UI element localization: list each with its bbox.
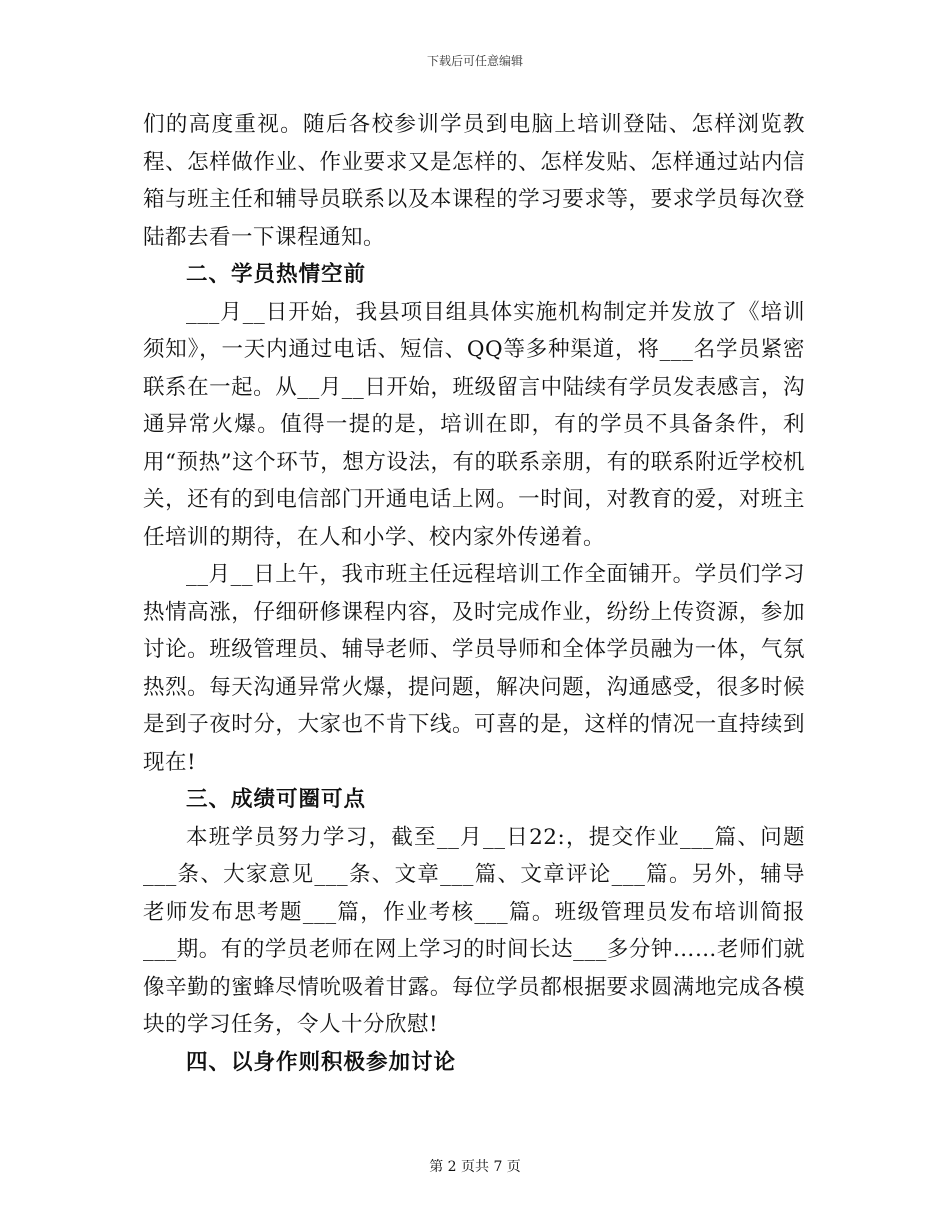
paragraph-1: 们的高度重视。随后各校参训学员到电脑上培训登陆、怎样浏览教程、怎样做作业、作业要求又是怎样的、怎样发贴、怎样通过站内信箱与班主任和辅导员联系以及本课程的学习要求等，要求学员每次登陆都去看一下课程通知。	[143, 112, 805, 250]
section-heading-3: 三、成绩可圈可点	[186, 787, 367, 812]
section-heading-2: 二、学员热情空前	[186, 262, 367, 287]
paragraph-4: 本班学员努力学习，截至__月__日22:，提交作业___篇、问题___条、大家意见___条、文章___篇、文章评论___篇。另外，辅导老师发布思考题___篇，作业考核___篇。班级管理员发布培训简报___期。有的学员老师在网上学习的时间长达___多分钟……老师们就像辛勤的蜜蜂尽情吮吸着甘露。每位学员都根据要求圆满地完成各模块的学习任务，令人十分欣慰!	[143, 824, 805, 1037]
paragraph-3: __月__日上午，我市班主任远程培训工作全面铺开。学员们学习热情高涨，仔细研修课程内容，及时完成作业，纷纷上传资源，参加讨论。班级管理员、辅导老师、学员导师和全体学员融为一体，气氛热烈。每天沟通异常火爆，提问题，解决问题，沟通感受，很多时候是到子夜时分，大家也不肯下线。可喜的是，这样的情况一直持续到现在!	[143, 562, 805, 775]
section-heading-4: 四、以身作则积极参加讨论	[186, 1049, 457, 1075]
page-header: 下载后可任意编辑	[426, 54, 523, 68]
page-footer: 第 2 页共 7 页	[429, 1159, 521, 1175]
document-body	[143, 106, 805, 1081]
paragraph-2: ___月__日开始，我县项目组具体实施机构制定并发放了《培训须知》，一天内通过电话、短信、QQ等多种渠道，将___名学员紧密联系在一起。从__月__日开始，班级留言中陆续有学员发表感言，沟通异常火爆。值得一提的是，培训在即，有的学员不具备条件，利用“预热”这个环节，想方设法，有的联系亲朋，有的联系附近学校机关，还有的到电信部门开通电话上网。一时间，对教育的爱，对班主任培训的期待，在人和小学、校内家外传递着。	[143, 299, 805, 550]
